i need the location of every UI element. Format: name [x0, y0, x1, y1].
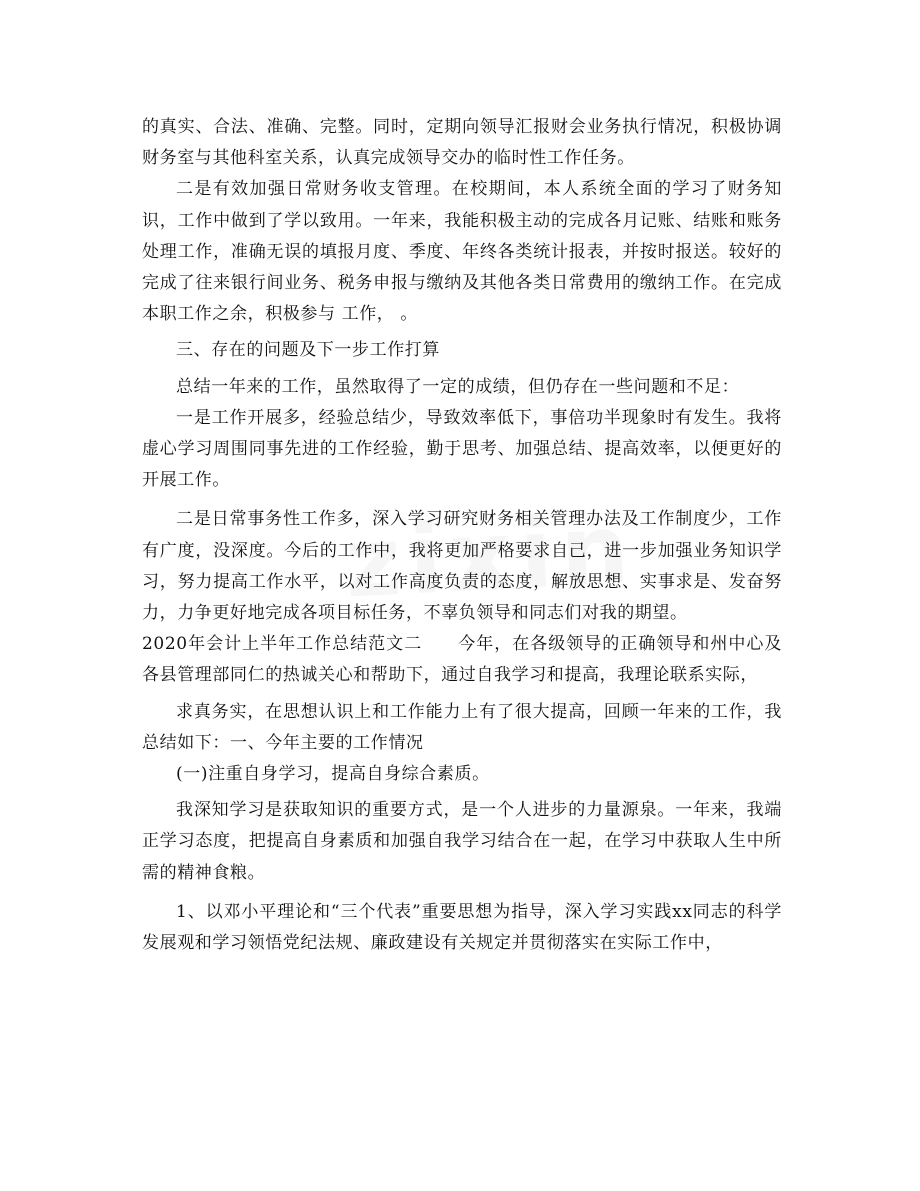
paragraph-article-two-continued: 求真务实，在思想认识上和工作能力上有了很大提高，回顾一年来的工作，我总结如下：一、今年主要的工作情况	[142, 701, 782, 753]
paragraph-2: 二是有效加强日常财务收支管理。在校期间，本人系统全面的学习了财务知识，工作中做到了学以致用。一年来，我能积极主动的完成各月记账、结账和账务处理工作，准确无误的填报月度、季度、年终各类统计报表，并按时报送。较好的完成了往来银行间业务、税务申报与缴纳及其他各类日常费用的缴纳工作。在完成本职工作之余，积极参与 工作， 。	[142, 179, 782, 325]
paragraph-problem-1: 一是工作开展多，经验总结少，导致效率低下，事倍功半现象时有发生。我将虚心学习周围同事先进的工作经验，勤于思考、加强总结、提高效率，以便更好的开展工作。	[142, 407, 782, 491]
paragraph-learning: 我深知学习是获取知识的重要方式，是一个人进步的力量源泉。一年来，我端正学习态度，把提高自身素质和加强自我学习结合在一起，在学习中获取人生中所需的精神食粮。	[142, 800, 782, 883]
section-heading-problems: 三、存在的问题及下一步工作打算	[176, 340, 440, 361]
paragraph-summary: 总结一年来的工作，虽然取得了一定的成绩，但仍存在一些问题和不足：	[176, 376, 740, 397]
paragraph-1: 的真实、合法、准确、完整。同时，定期向领导汇报财会业务执行情况，积极协调财务室与其他科室关系，认真完成领导交办的临时性工作任务。	[142, 117, 782, 169]
paragraph-article-two-intro: 2020年会计上半年工作总结范文二 今年，在各级领导的正确领导和州中心及各县管理部同仁的热诚关心和帮助下，通过自我学习和提高，我理论联系实际，	[142, 634, 782, 686]
subheading-self-study: (一)注重自身学习，提高自身综合素质。	[176, 764, 490, 785]
paragraph-theory: 1、以邓小平理论和“三个代表”重要思想为指导，深入学习实践xx同志的科学发展观和学习领悟党纪法规、廉政建设有关规定并贯彻落实在实际工作中，	[142, 901, 782, 954]
paragraph-problem-2: 二是日常事务性工作多，深入学习研究财务相关管理办法及工作制度少，工作有广度，没深度。今后的工作中，我将更加严格要求自己，进一步加强业务知识学习，努力提高工作水平，以对工作高度负责的态度，解放思想、实事求是、发奋努力，力争更好地完成各项目标任务，不辜负领导和同志们对我的期望。	[142, 509, 782, 624]
document-body	[142, 112, 782, 959]
